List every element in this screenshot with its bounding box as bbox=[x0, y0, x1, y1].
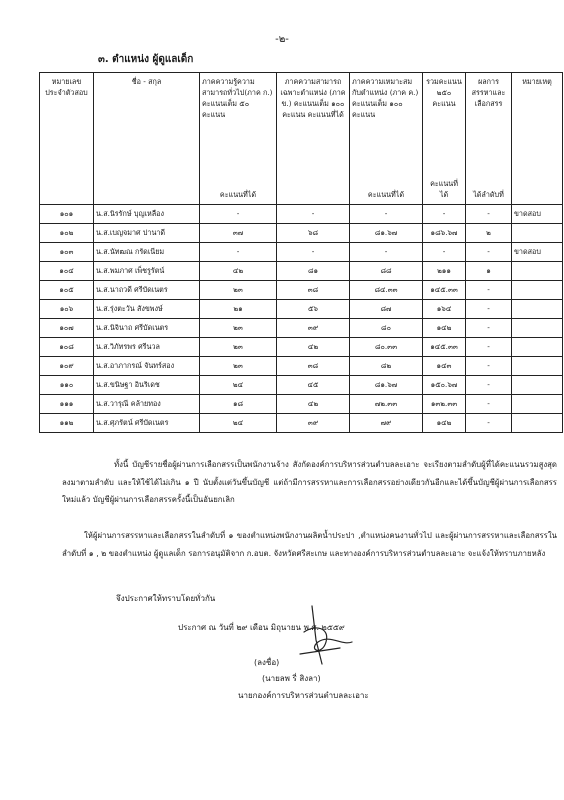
cell-score-specific: ๖๘ bbox=[277, 224, 350, 243]
table-row bbox=[40, 300, 563, 319]
cell-seat: ๑๐๒ bbox=[40, 224, 94, 243]
cell-score-specific: ๘๑ bbox=[277, 262, 350, 281]
signer-title: นายกองค์การบริหารส่วนตำบลละเอาะ bbox=[238, 691, 369, 700]
cell-score-suitability: - bbox=[350, 243, 423, 262]
cell-rank: - bbox=[466, 376, 512, 395]
header-suitability-label: ภาคความเหมาะสมกับตำแหน่ง (ภาค ค.) คะแนนเต็ม ๑๐๐ คะแนน bbox=[352, 77, 419, 120]
cell-remark bbox=[512, 338, 563, 357]
header-suitability bbox=[350, 73, 423, 205]
cell-seat: ๑๑๑ bbox=[40, 395, 94, 414]
cell-total: ๑๔๒ bbox=[423, 414, 466, 433]
cell-name: น.ส.วิภัทรพร ศรีนวล bbox=[94, 338, 200, 357]
cell-remark bbox=[512, 395, 563, 414]
cell-seat: ๑๐๑ bbox=[40, 205, 94, 224]
header-result-label: ผลการสรรหาและเลือกสรร bbox=[471, 77, 506, 109]
cell-rank: - bbox=[466, 319, 512, 338]
cell-seat: ๑๐๕ bbox=[40, 281, 94, 300]
header-total bbox=[423, 73, 466, 205]
cell-seat: ๑๐๖ bbox=[40, 300, 94, 319]
cell-score-general: ๒๔ bbox=[200, 376, 277, 395]
header-seat: หมายเลขประจำตัวสอบ bbox=[40, 73, 94, 205]
cell-remark bbox=[512, 224, 563, 243]
cell-remark bbox=[512, 262, 563, 281]
table-row bbox=[40, 205, 563, 224]
cell-seat: ๑๐๔ bbox=[40, 262, 94, 281]
table-row bbox=[40, 281, 563, 300]
table-row bbox=[40, 414, 563, 433]
table-row bbox=[40, 395, 563, 414]
signer-name: (นายลพ รี่ สิงลา) bbox=[262, 674, 321, 683]
cell-remark bbox=[512, 300, 563, 319]
cell-total: ๑๔๕.๓๓ bbox=[423, 338, 466, 357]
cell-seat: ๑๑๐ bbox=[40, 376, 94, 395]
cell-score-specific: ๔๒ bbox=[277, 395, 350, 414]
cell-name: น.ส.นิจินาถ ศรีบัดเนตร bbox=[94, 319, 200, 338]
cell-score-suitability: ๘๒ bbox=[350, 357, 423, 376]
cell-score-suitability: ๘๘ bbox=[350, 262, 423, 281]
cell-name: น.ส.พมภาศ เพ็ชรูรัตน์ bbox=[94, 262, 200, 281]
cell-remark bbox=[512, 319, 563, 338]
header-general-sub: คะแนนที่ได้ bbox=[219, 189, 257, 199]
cell-name: น.ส.นาถวดี ศรีบัดเนตร bbox=[94, 281, 200, 300]
cell-score-general: ๒๑ bbox=[200, 300, 277, 319]
header-row bbox=[40, 73, 563, 205]
cell-total: ๑๔๕.๓๓ bbox=[423, 281, 466, 300]
cell-seat: ๑๑๒ bbox=[40, 414, 94, 433]
cell-score-general: ๒๔ bbox=[200, 414, 277, 433]
cell-name: น.ส.นิรรักษ์ บุญเหลือง bbox=[94, 205, 200, 224]
cell-score-specific: ๔๕ bbox=[277, 376, 350, 395]
cell-seat: ๑๐๘ bbox=[40, 338, 94, 357]
page-number: -๒- bbox=[275, 34, 289, 45]
header-result-sub: ได้ลำดับที่ bbox=[473, 189, 504, 199]
cell-total: ๑๔๒ bbox=[423, 319, 466, 338]
header-specific: ภาคความสามารถเฉพาะตำแหน่ง (ภาค ข.) คะแนนเต็ม ๑๐๐ คะแนน คะแนนที่ได้ bbox=[277, 73, 350, 205]
cell-seat: ๑๐๗ bbox=[40, 319, 94, 338]
cell-rank: - bbox=[466, 281, 512, 300]
cell-score-suitability: ๗๒.๓๓ bbox=[350, 395, 423, 414]
header-remark: หมายเหตุ bbox=[512, 73, 563, 205]
cell-rank: - bbox=[466, 414, 512, 433]
cell-total: ๑๘๖.๖๗ bbox=[423, 224, 466, 243]
cell-score-specific: ๕๖ bbox=[277, 300, 350, 319]
cell-score-suitability: ๘๑.๖๗ bbox=[350, 224, 423, 243]
cell-rank: - bbox=[466, 395, 512, 414]
header-name: ชื่อ - สกุล bbox=[94, 73, 200, 205]
cell-score-suitability: ๘๔.๓๓ bbox=[350, 281, 423, 300]
cell-name: น.ส.เบญจมาศ ปานาดี bbox=[94, 224, 200, 243]
cell-score-general: ๒๓ bbox=[200, 281, 277, 300]
cell-score-specific: ๔๒ bbox=[277, 338, 350, 357]
cell-name: น.ส.ขนิษฐา อินริเดช bbox=[94, 376, 200, 395]
header-suitability-sub: คะแนนที่ได้ bbox=[367, 189, 405, 199]
table-row bbox=[40, 376, 563, 395]
cell-rank: - bbox=[466, 300, 512, 319]
cell-score-general: ๑๘ bbox=[200, 395, 277, 414]
table-row bbox=[40, 357, 563, 376]
cell-remark bbox=[512, 414, 563, 433]
cell-total: ๑๔๓ bbox=[423, 357, 466, 376]
table-row bbox=[40, 338, 563, 357]
cell-score-general: - bbox=[200, 205, 277, 224]
cell-remark: ขาดสอบ bbox=[512, 205, 563, 224]
cell-score-suitability: ๗๙ bbox=[350, 414, 423, 433]
cell-score-suitability: - bbox=[350, 205, 423, 224]
cell-remark: ขาดสอบ bbox=[512, 243, 563, 262]
cell-name: น.ส.ศุภรัตน์ ศรีบัดเนตร bbox=[94, 414, 200, 433]
cell-rank: ๑ bbox=[466, 262, 512, 281]
cell-score-specific: - bbox=[277, 243, 350, 262]
cell-total: ๑๕๐.๖๗ bbox=[423, 376, 466, 395]
cell-remark bbox=[512, 376, 563, 395]
cell-total: ๒๑๑ bbox=[423, 262, 466, 281]
header-total-label: รวมคะแนน ๒๕๐ คะแนน bbox=[426, 77, 462, 109]
cell-seat: ๑๐๓ bbox=[40, 243, 94, 262]
table-row bbox=[40, 243, 563, 262]
cell-score-general: ๔๒ bbox=[200, 262, 277, 281]
section-heading: ๓. ตำแหน่ง ผู้ดูแลเด็ก bbox=[98, 54, 194, 65]
cell-score-specific: ๓๙ bbox=[277, 414, 350, 433]
signature-mark bbox=[282, 602, 362, 677]
cell-score-suitability: ๘๐.๓๓ bbox=[350, 338, 423, 357]
header-result bbox=[466, 73, 512, 205]
cell-total: ๑๖๔ bbox=[423, 300, 466, 319]
table-row bbox=[40, 262, 563, 281]
cell-score-general: ๒๓ bbox=[200, 338, 277, 357]
cell-total: - bbox=[423, 205, 466, 224]
cell-score-general: ๒๓ bbox=[200, 357, 277, 376]
header-general-label: ภาคความรู้ความสามารถทั่วไป(ภาค ก.) คะแนนเต็ม ๕๐ คะแนน bbox=[202, 77, 273, 120]
cell-total: ๑๓๒.๓๓ bbox=[423, 395, 466, 414]
cell-score-suitability: ๘๐ bbox=[350, 319, 423, 338]
cell-score-suitability: ๘๑.๖๗ bbox=[350, 376, 423, 395]
paragraph-list-validity: ทั้งนี้ บัญชีรายชื่อผู้ผ่านการเลือกสรรเป็นพนักงานจ้าง สังกัดองค์การบริหารส่วนตำบลละเอาะ จะเรียงตามลำดับผู้ที่ได้คะแนนรวมสูงสุดลงมาตามลำดับ และให้ใช้ได้ไม่เกิน ๑ ปี นับตั้งแต่วันขึ้นบัญชี แต่ถ้ามีการสรรหาและการเลือกสรรอย่างเดียวกันอีกและได้ขึ้นบัญชีผู้ผ่านการเลือกสรรใหม่แล้ว บัญชีผู้ผ่านการเลือกสรรครั้งนี้เป็นอันยกเลิก bbox=[62, 460, 557, 504]
announcement-date: ประกาศ ณ วันที่ ๒๙ เดือน มิถุนายน พ.ศ. ๒๕๕๙ bbox=[178, 623, 345, 632]
results-table bbox=[39, 72, 563, 433]
cell-remark bbox=[512, 357, 563, 376]
cell-score-specific: ๓๘ bbox=[277, 357, 350, 376]
header-total-sub: คะแนนที่ได้ bbox=[430, 178, 458, 199]
cell-rank: - bbox=[466, 243, 512, 262]
cell-rank: - bbox=[466, 338, 512, 357]
announcement-line: จึงประกาศให้ทราบโดยทั่วกัน bbox=[116, 594, 216, 603]
cell-score-specific: ๓๙ bbox=[277, 319, 350, 338]
cell-score-suitability: ๘๗ bbox=[350, 300, 423, 319]
header-general bbox=[200, 73, 277, 205]
cell-name: น.ส.วารุณี คล้ายทอง bbox=[94, 395, 200, 414]
cell-name: น.ส.รุ่งตะวัน สังขพงษ์ bbox=[94, 300, 200, 319]
cell-score-general: ๓๗ bbox=[200, 224, 277, 243]
cell-score-general: ๒๓ bbox=[200, 319, 277, 338]
results-body bbox=[40, 205, 563, 433]
cell-total: - bbox=[423, 243, 466, 262]
sign-label: (ลงชื่อ) bbox=[254, 658, 280, 667]
cell-score-general: - bbox=[200, 243, 277, 262]
cell-name: น.ส.อาภากรณ์ จันทร์สอง bbox=[94, 357, 200, 376]
table-row bbox=[40, 319, 563, 338]
cell-score-specific: ๓๘ bbox=[277, 281, 350, 300]
table-row bbox=[40, 224, 563, 243]
cell-rank: ๒ bbox=[466, 224, 512, 243]
cell-name: น.ส.นัทฒณ กรัดเนียม bbox=[94, 243, 200, 262]
cell-seat: ๑๐๙ bbox=[40, 357, 94, 376]
cell-score-specific: - bbox=[277, 205, 350, 224]
cell-rank: - bbox=[466, 357, 512, 376]
cell-rank: - bbox=[466, 205, 512, 224]
paragraph-approval-pending: ให้ผู้ผ่านการสรรหาและเลือกสรรในลำดับที่ ๑ ของตำแหน่งพนักงานผลิตน้ำประปา ,ตำแหน่งคนงานทั่วไป และผู้ผ่านการสรรหาและเลือกสรรในลำดับที่ ๑ , ๒ ของตำแหน่ง ผู้ดูแลเด็ก รอการอนุมัติจาก ก.อบต. จังหวัดศรีสะเกษ และทางองค์การบริหารส่วนตำบลละเอาะ จะแจ้งให้ทราบภายหลัง bbox=[62, 531, 557, 558]
cell-remark bbox=[512, 281, 563, 300]
